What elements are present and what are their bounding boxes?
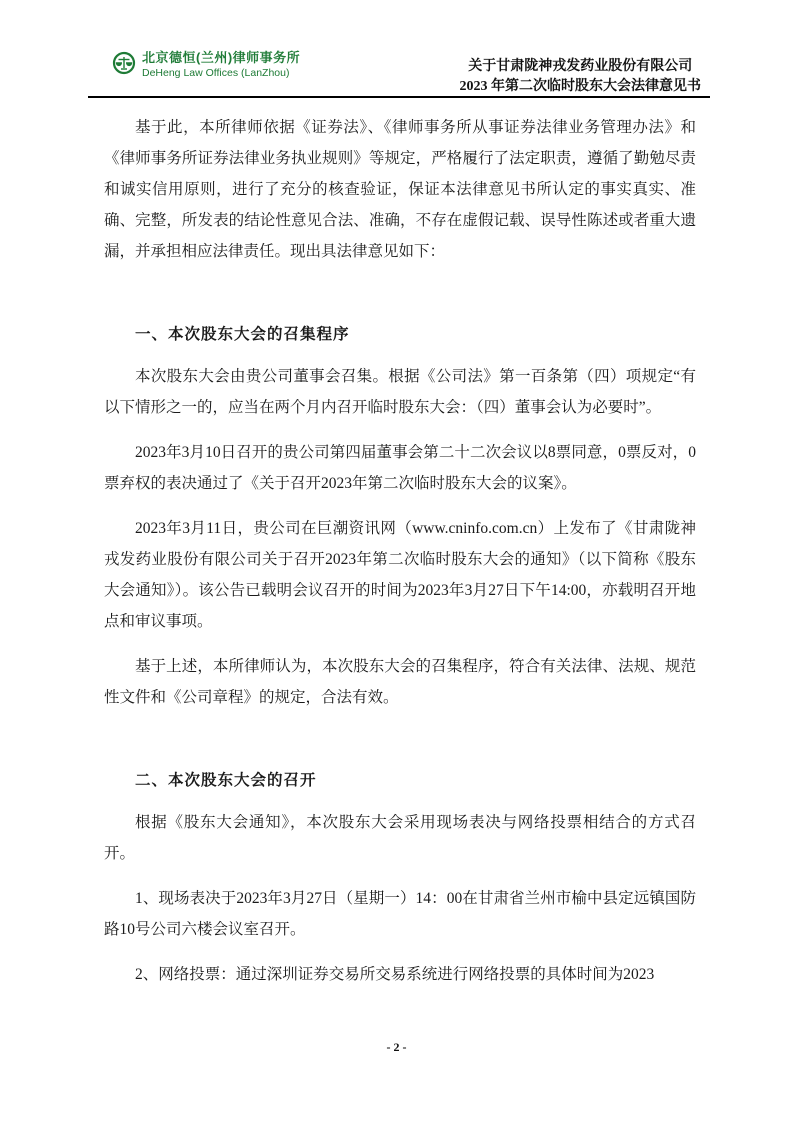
firm-name-english: DeHeng Law Offices (LanZhou) xyxy=(142,67,290,79)
section-heading-1-convening-procedure: 一、本次股东大会的召集程序 xyxy=(135,326,350,343)
paragraph-legal-basis: 基于此，本所律师依据《证券法》、《律师事务所从事证券法律业务管理办法》和《律师事务所证券法律业务执业规则》等规定，严格履行了法定职责，遵循了勤勉尽责和诚实信用原则，进行了充分的核查验证，保证本法律意见书所认定的事实真实、准确、完整，所发表的结论性意见合法、准确，不存在虚假记载、误导性陈述或者重大遗漏，并承担相应法律责任。现出具法律意见如下： xyxy=(104,119,696,260)
document-title-line1: 关于甘肃陇神戎发药业股份有限公司 xyxy=(468,59,693,74)
paragraph-onsite-voting: 1、现场表决于2023年3月27日（星期一）14：00在甘肃省兰州市榆中县定远镇国防路10号公司六楼会议室召开。 xyxy=(104,890,696,938)
paragraph-convened-by-board: 本次股东大会由贵公司董事会召集。根据《公司法》第一百条第（四）项规定“有以下情形之一的，应当在两个月内召开临时股东大会：（四）董事会认为必要时”。 xyxy=(104,368,696,416)
document-title xyxy=(460,57,702,97)
scales-of-justice-icon xyxy=(112,50,136,76)
document-title-line2: 2023 年第二次临时股东大会法律意见书 xyxy=(459,79,701,94)
paragraph-online-voting: 2、网络投票：通过深圳证券交易所交易系统进行网络投票的具体时间为2023 xyxy=(135,966,655,983)
section-heading-2-meeting-held: 二、本次股东大会的召开 xyxy=(135,772,317,789)
paragraph-voting-method: 根据《股东大会通知》，本次股东大会采用现场表决与网络投票相结合的方式召开。 xyxy=(104,814,696,862)
law-firm-brand xyxy=(112,50,300,80)
paragraph-board-resolution: 2023年3月10日召开的贵公司第四届董事会第二十二次会议以8票同意，0票反对，0票弃权的表决通过了《关于召开2023年第二次临时股东大会的议案》。 xyxy=(104,444,696,492)
header-divider xyxy=(88,96,710,98)
paragraph-meeting-notice: 2023年3月11日，贵公司在巨潮资讯网（www.cninfo.com.cn）上发布了《甘肃陇神戎发药业股份有限公司关于召开2023年第二次临时股东大会的通知》（以下简称《股东大会通知》）。该公告已载明会议召开的时间为2023年3月27日下午14:00，亦载明召开地点和审议事项。 xyxy=(104,520,696,630)
page-number: - 2 - xyxy=(386,1040,407,1054)
law-firm-names xyxy=(142,50,300,80)
document-body xyxy=(104,112,696,1004)
firm-name-chinese: 北京德恒(兰州)律师事务所 xyxy=(142,50,301,65)
paragraph-convening-conclusion: 基于上述，本所律师认为，本次股东大会的召集程序，符合有关法律、法规、规范性文件和《公司章程》的规定，合法有效。 xyxy=(104,658,696,706)
